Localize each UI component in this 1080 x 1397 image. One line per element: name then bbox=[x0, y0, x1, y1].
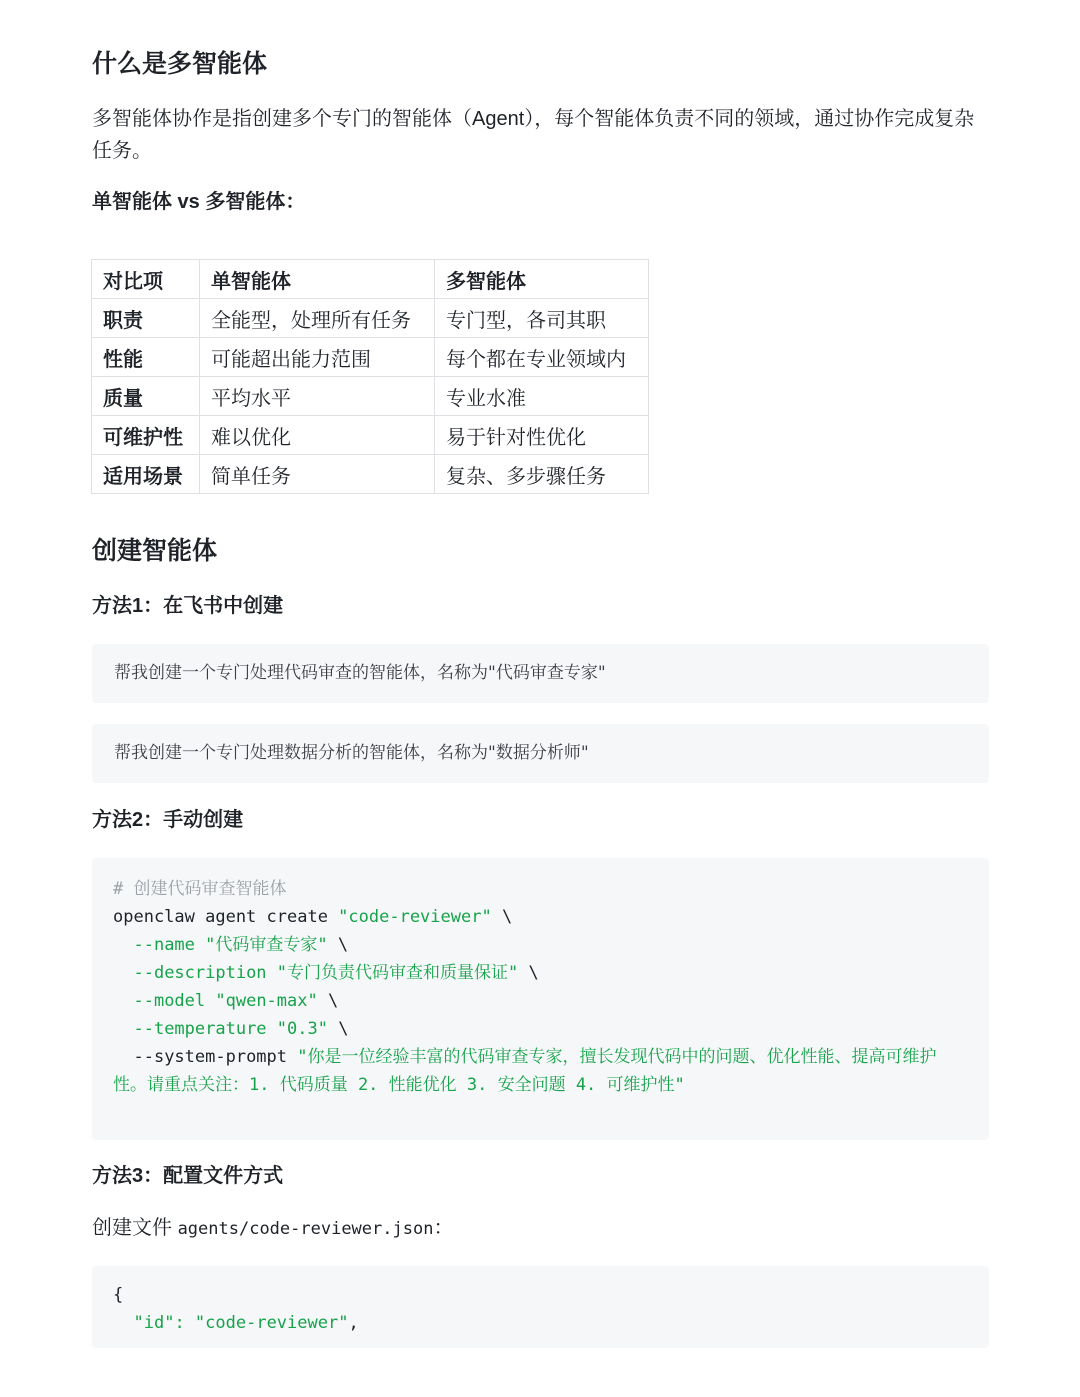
prompt-text: 帮我创建一个专门处理代码审查的智能体，名称为"代码审查专家" bbox=[114, 663, 606, 683]
json-key: "id" bbox=[133, 1313, 175, 1333]
table-row-label: 质量 bbox=[92, 377, 200, 416]
table-row-label: 职责 bbox=[92, 299, 200, 338]
code-flag: --model bbox=[133, 991, 206, 1011]
comparison-table bbox=[91, 259, 649, 494]
table-cell: 全能型，处理所有任务 bbox=[200, 299, 435, 338]
table-row bbox=[92, 377, 649, 416]
code-continuation: \ bbox=[491, 907, 513, 927]
code-string: "code-reviewer" bbox=[338, 907, 492, 927]
table-cell: 简单任务 bbox=[200, 455, 435, 494]
table-row bbox=[92, 455, 649, 494]
intro-paragraph: 多智能体协作是指创建多个专门的智能体（Agent），每个智能体负责不同的领域，通过协作完成复杂任务。 bbox=[92, 108, 975, 162]
code-command: openclaw agent create bbox=[113, 907, 339, 927]
table-row-label: 性能 bbox=[92, 338, 200, 377]
code-flag: --system-prompt bbox=[133, 1047, 288, 1067]
table-cell: 复杂、多步骤任务 bbox=[435, 455, 649, 494]
table-cell: 专门型，各司其职 bbox=[435, 299, 649, 338]
table-header-row bbox=[92, 260, 649, 299]
heading-what-is-multi-agent: 什么是多智能体 bbox=[92, 50, 268, 78]
code-continuation: \ bbox=[327, 1019, 349, 1039]
code-continuation: \ bbox=[518, 963, 539, 983]
table-header-cell: 单智能体 bbox=[200, 260, 435, 299]
code-continuation: \ bbox=[327, 935, 349, 955]
file-suffix: ： bbox=[433, 1217, 454, 1239]
json-open-brace: { bbox=[113, 1285, 124, 1305]
json-code-block bbox=[92, 1266, 989, 1348]
table-cell: 平均水平 bbox=[200, 377, 435, 416]
prompt-text: 帮我创建一个专门处理数据分析的智能体，名称为"数据分析师" bbox=[114, 743, 589, 763]
json-comma: , bbox=[348, 1313, 359, 1333]
method1-heading: 方法1：在飞书中创建 bbox=[92, 595, 284, 617]
table-row-label: 可维护性 bbox=[92, 416, 200, 455]
code-string: "0.3" bbox=[266, 1019, 328, 1039]
file-instruction bbox=[92, 1212, 992, 1245]
code-comment: # 创建代码审查智能体 bbox=[113, 879, 287, 899]
table-row bbox=[92, 299, 649, 338]
prompt-block bbox=[92, 644, 989, 703]
code-string: "qwen-max" bbox=[205, 991, 318, 1011]
table-row-label: 适用场景 bbox=[92, 455, 200, 494]
file-prefix: 创建文件 bbox=[92, 1217, 178, 1239]
table-cell: 专业水准 bbox=[435, 377, 649, 416]
table-cell: 可能超出能力范围 bbox=[200, 338, 435, 377]
prompt-block bbox=[92, 724, 989, 783]
compare-heading: 单智能体 vs 多智能体： bbox=[92, 191, 306, 213]
file-path: agents/code-reviewer.json bbox=[177, 1219, 434, 1239]
code-block bbox=[92, 858, 989, 1140]
code-continuation: \ bbox=[317, 991, 339, 1011]
table-row bbox=[92, 416, 649, 455]
method2-heading: 方法2：手动创建 bbox=[92, 809, 244, 831]
code-flag: --name bbox=[133, 935, 195, 955]
heading-create-agent: 创建智能体 bbox=[92, 537, 218, 565]
method3-heading: 方法3：配置文件方式 bbox=[92, 1165, 284, 1187]
table-row bbox=[92, 338, 649, 377]
table-header-cell: 多智能体 bbox=[435, 260, 649, 299]
table-cell: 易于针对性优化 bbox=[435, 416, 649, 455]
table-header-cell: 对比项 bbox=[92, 260, 200, 299]
code-string: "专门负责代码审查和质量保证" bbox=[266, 963, 519, 983]
json-colon: : bbox=[174, 1313, 195, 1333]
table-cell: 每个都在专业领域内 bbox=[435, 338, 649, 377]
code-flag: --description bbox=[133, 963, 267, 983]
code-flag: --temperature bbox=[133, 1019, 267, 1039]
code-string: "你是一位经验丰富的代码审查专家，擅长发现代码中的问题、优化性能、提高可维护性。请重点关注：1. 代码质量 2. 性能优化 3. 安全问题 4. 可维护性" bbox=[113, 1047, 937, 1095]
table-cell: 难以优化 bbox=[200, 416, 435, 455]
json-value: "code-reviewer" bbox=[194, 1313, 349, 1333]
code-string: "代码审查专家" bbox=[194, 935, 328, 955]
